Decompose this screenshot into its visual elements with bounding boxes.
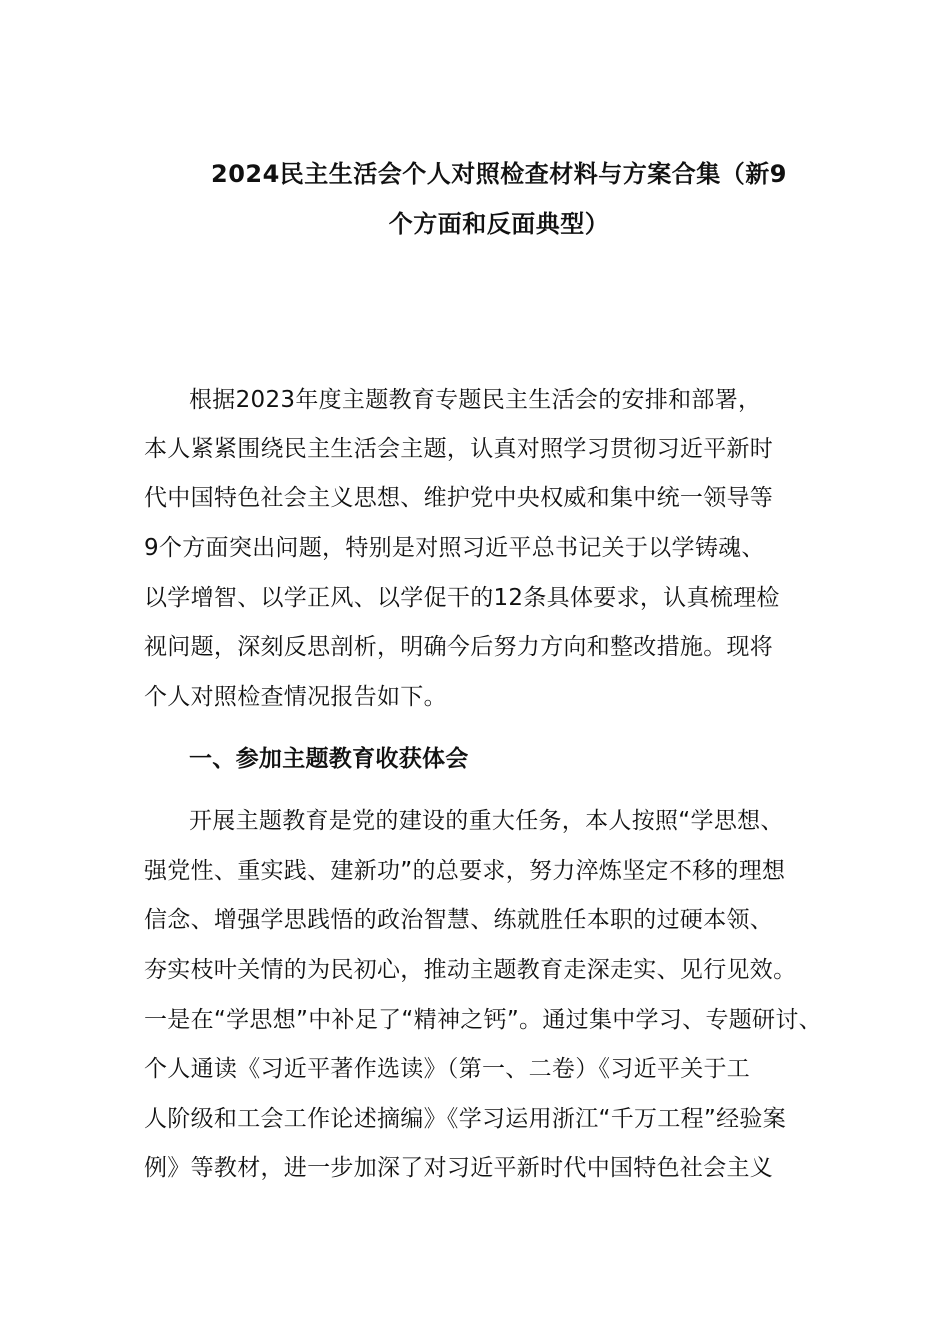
paragraph-2-line-3: 信念、增强学思践悟的政治智慧、练就胜任本职的过硬本领、 [144,907,774,933]
paragraph-2-line-4: 夯实枝叶关情的为民初心，推动主题教育走深走实、见行见效。 [144,957,797,983]
paragraph-2-line-5: 一是在“学思想”中补足了“精神之钙”。通过集中学习、专题研讨、 [144,1007,822,1033]
paragraph-1-line-1: 根据2023年度主题教育专题民主生活会的安排和部署， [189,387,762,413]
paragraph-2-line-8: 例》等教材，进一步加深了对习近平新时代中国特色社会主义 [144,1155,774,1181]
section-heading-1: 一、参加主题教育收获体会 [189,746,469,772]
paragraph-1-line-7: 个人对照检查情况报告如下。 [144,684,447,710]
paragraph-1-line-3: 代中国特色社会主义思想、维护党中央权威和集中统一领导等 [144,485,774,511]
paragraph-1-line-5: 以学增智、以学正风、以学促干的12条具体要求，认真梳理检 [144,585,780,611]
paragraph-2-line-2: 强党性、重实践、建新功”的总要求，努力淬炼坚定不移的理想 [144,858,786,884]
document-title-line-2: 个方面和反面典型） [388,210,610,238]
paragraph-1-line-6: 视问题，深刻反思剖析，明确今后努力方向和整改措施。现将 [144,634,774,660]
document-title-line-1: 2024民主生活会个人对照检查材料与方案合集（新9 [211,160,787,188]
paragraph-1-line-4: 9个方面突出问题，特别是对照习近平总书记关于以学铸魂、 [144,535,765,561]
paragraph-1-line-2: 本人紧紧围绕民主生活会主题，认真对照学习贯彻习近平新时 [144,436,774,462]
paragraph-2-line-1: 开展主题教育是党的建设的重大任务，本人按照“学思想、 [189,808,784,834]
paragraph-2-line-7: 人阶级和工会工作论述摘编》《学习运用浙江“千万工程”经验案 [144,1106,787,1132]
paragraph-2-line-6: 个人通读《习近平著作选读》（第一、二卷）《习近平关于工 [144,1056,751,1082]
